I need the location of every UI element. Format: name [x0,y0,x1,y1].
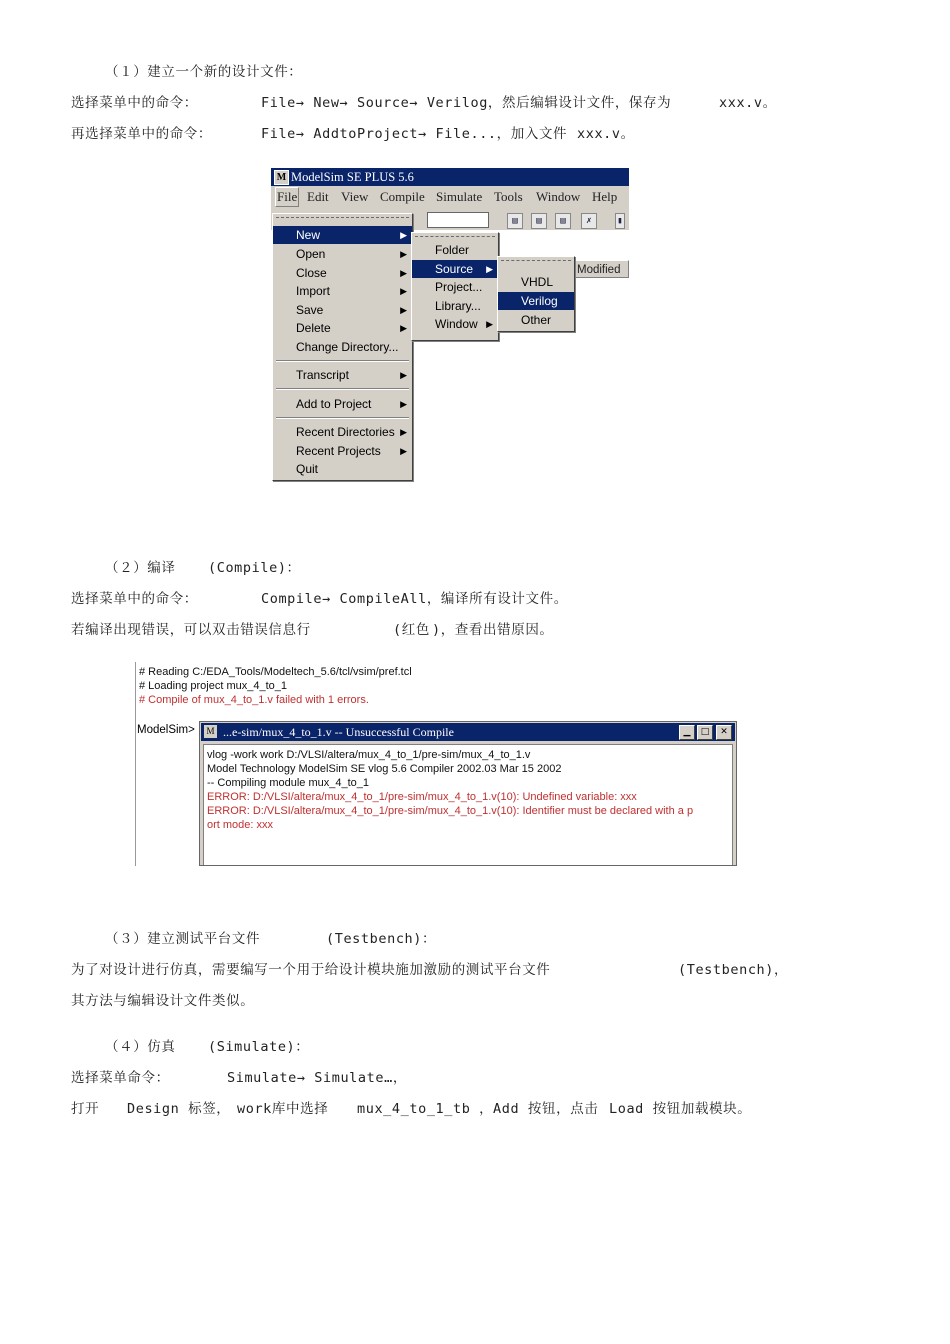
step4-text-a: 选择菜单命令： [71,1070,170,1086]
new-menu-project[interactable]: Project... [435,280,483,294]
file-menu-recent-directories[interactable]: Recent Directories ▶ [296,425,407,439]
compile-log-line: -- Compiling module mux_4_to_1 [207,777,370,789]
menu-separator [276,417,409,419]
new-menu-folder[interactable]: Folder [435,243,470,257]
source-menu-other[interactable]: Other [521,313,552,327]
step1-text-b: 再选择菜单中的命令： [71,126,212,142]
step4-text-c: Design 标签， [127,1101,231,1117]
file-menu-delete[interactable]: Delete ▶ [296,321,407,335]
menu-tools[interactable]: Tools [494,189,523,204]
submenu-arrow-icon: ▶ [400,399,407,409]
toolbar-compile-all-icon[interactable]: ▤ [531,213,547,229]
step1-menu-path: File→ New→ Source→ Verilog，然后编辑设计文件，保存为 [261,95,672,111]
step4-text-b: 打开 [71,1101,100,1117]
step1-filename: xxx.v。 [719,95,777,111]
menu-separator [276,360,409,362]
step2-heading: （２）编译 [105,560,176,576]
toolbar-compile-icon[interactable]: ▤ [507,213,523,229]
modelsim-title: ModelSim SE PLUS 5.6 [291,170,414,184]
toolbar-sim-icon[interactable]: ▤ [555,213,571,229]
close-icon[interactable]: ✕ [716,725,732,740]
step2-text-b: 若编译出现错误，可以双击错误信息行 [71,622,311,638]
file-menu [272,213,413,481]
submenu-arrow-icon: ▶ [486,319,493,329]
step4-text-e: mux_4_to_1_tb ， [357,1101,494,1117]
menu-edit[interactable]: Edit [307,189,329,204]
unsuccessful-compile-dialog [199,721,737,866]
step4-text-d: work库中选择 [237,1101,329,1117]
submenu-arrow-icon: ▶ [400,230,407,240]
step1-text-a: 选择菜单中的命令： [71,95,198,111]
compile-log-line: vlog -work work D:/VLSI/altera/mux_4_to_1/pre-sim/mux_4_to_1.v [207,749,531,761]
step1-heading: （１）建立一个新的设计文件： [105,64,303,80]
tear-off-line [501,260,571,261]
compile-error-line[interactable]: ERROR: D:/VLSI/altera/mux_4_to_1/pre-sim/mux_4_to_1.v(10): Identifier must be declared with a p [207,805,694,817]
dialog-app-icon: M [204,725,217,738]
submenu-arrow-icon: ▶ [400,370,407,380]
modelsim-prompt: ModelSim> [137,724,195,736]
dialog-title: ...e-sim/mux_4_to_1.v -- Unsuccessful Compile [223,725,454,739]
step3-heading: （３）建立测试平台文件 [105,931,261,947]
tear-off-line [415,236,495,237]
new-menu-library[interactable]: Library... [435,299,481,313]
step4-heading-en: (Simulate)： [208,1039,310,1055]
step1-add-path: File→ AddtoProject→ File...，加入文件 [261,126,568,142]
submenu-arrow-icon: ▶ [400,268,407,278]
submenu-arrow-icon: ▶ [400,323,407,333]
submenu-arrow-icon: ▶ [400,446,407,456]
menu-file[interactable]: File [275,187,299,207]
source-submenu [497,256,575,332]
submenu-arrow-icon: ▶ [400,305,407,315]
step1-add-filename: xxx.v。 [577,126,635,142]
step4-text-g: Load 按钮加载模块。 [609,1101,752,1117]
submenu-arrow-icon: ▶ [400,249,407,259]
toolbar-break-icon[interactable]: ✗ [581,213,597,229]
step3-text-b: (Testbench)， [678,962,789,978]
modelsim-logo-icon: M [274,170,289,185]
modelsim-titlebar [271,168,629,186]
menu-separator [276,388,409,390]
transcript-line: # Loading project mux_4_to_1 [139,680,287,692]
dialog-output-area [203,744,733,865]
toolbar-combo[interactable] [427,212,489,228]
new-submenu [411,232,499,341]
modelsim-menu-screenshot [271,168,630,480]
tear-off-line [276,217,409,218]
submenu-arrow-icon: ▶ [486,264,493,274]
source-menu-vhdl[interactable]: VHDL [521,275,554,289]
step2-text-c: (红色 [393,622,430,638]
compile-log-line: Model Technology ModelSim SE vlog 5.6 Compiler 2002.03 Mar 15 2002 [207,763,562,775]
compile-error-line[interactable]: ERROR: D:/VLSI/altera/mux_4_to_1/pre-sim/mux_4_to_1.v(10): Undefined variable: xxx [207,791,637,803]
step2-heading-en: (Compile)： [208,560,301,576]
menu-simulate[interactable]: Simulate [436,189,483,204]
compile-error-line[interactable]: ort mode: xxx [207,819,274,831]
step3-heading-en: (Testbench)： [326,931,437,947]
step3-text-c: 其方法与编辑设计文件类似。 [71,993,255,1009]
new-menu-source[interactable]: Source ▶ [412,260,498,278]
new-menu-window[interactable]: Window ▶ [435,317,493,331]
file-menu-import[interactable]: Import ▶ [296,284,407,298]
menu-help[interactable]: Help [592,189,618,204]
step4-heading: （４）仿真 [105,1039,176,1055]
modelsim-menubar [271,186,629,208]
menu-view[interactable]: View [341,189,369,204]
dialog-titlebar [201,723,735,741]
transcript-error-line[interactable]: # Compile of mux_4_to_1.v failed with 1 errors. [139,694,369,706]
step2-text-d: )，查看出错原因。 [432,622,554,638]
submenu-arrow-icon: ▶ [400,286,407,296]
toolbar-more-icon[interactable]: ▮ [615,213,625,229]
file-menu-save[interactable]: Save ▶ [296,303,407,317]
menu-compile[interactable]: Compile [380,189,425,204]
file-menu-new[interactable]: New ▶ [273,226,412,244]
minimize-icon[interactable]: ▁ [679,725,695,740]
file-menu-recent-projects[interactable]: Recent Projects ▶ [296,444,407,458]
step2-text-a: 选择菜单中的命令： [71,591,198,607]
step2-compile-path: Compile→ CompileAll，编译所有设计文件。 [261,591,568,607]
source-menu-verilog[interactable]: Verilog [498,292,574,310]
file-menu-change-directory[interactable]: Change Directory... [296,340,399,354]
transcript-line: # Reading C:/EDA_Tools/Modeltech_5.6/tcl/vsim/pref.tcl [139,666,412,678]
file-menu-transcript[interactable]: Transcript ▶ [296,368,407,382]
menu-window[interactable]: Window [536,189,581,204]
file-menu-add-to-project[interactable]: Add to Project ▶ [296,397,407,411]
compile-output-screenshot [135,662,738,866]
step3-text-a: 为了对设计进行仿真，需要编写一个用于给设计模块施加激励的测试平台文件 [71,962,551,978]
step4-simulate-path: Simulate→ Simulate…， [227,1070,407,1086]
file-menu-close[interactable]: Close ▶ [296,266,407,280]
maximize-icon[interactable]: □ [697,725,713,740]
step4-text-f: Add 按钮，点击 [493,1101,599,1117]
file-menu-open[interactable]: Open ▶ [296,247,407,261]
file-menu-quit[interactable]: Quit [296,462,319,476]
submenu-arrow-icon: ▶ [400,427,407,437]
modified-column-header: Modified [573,260,629,278]
